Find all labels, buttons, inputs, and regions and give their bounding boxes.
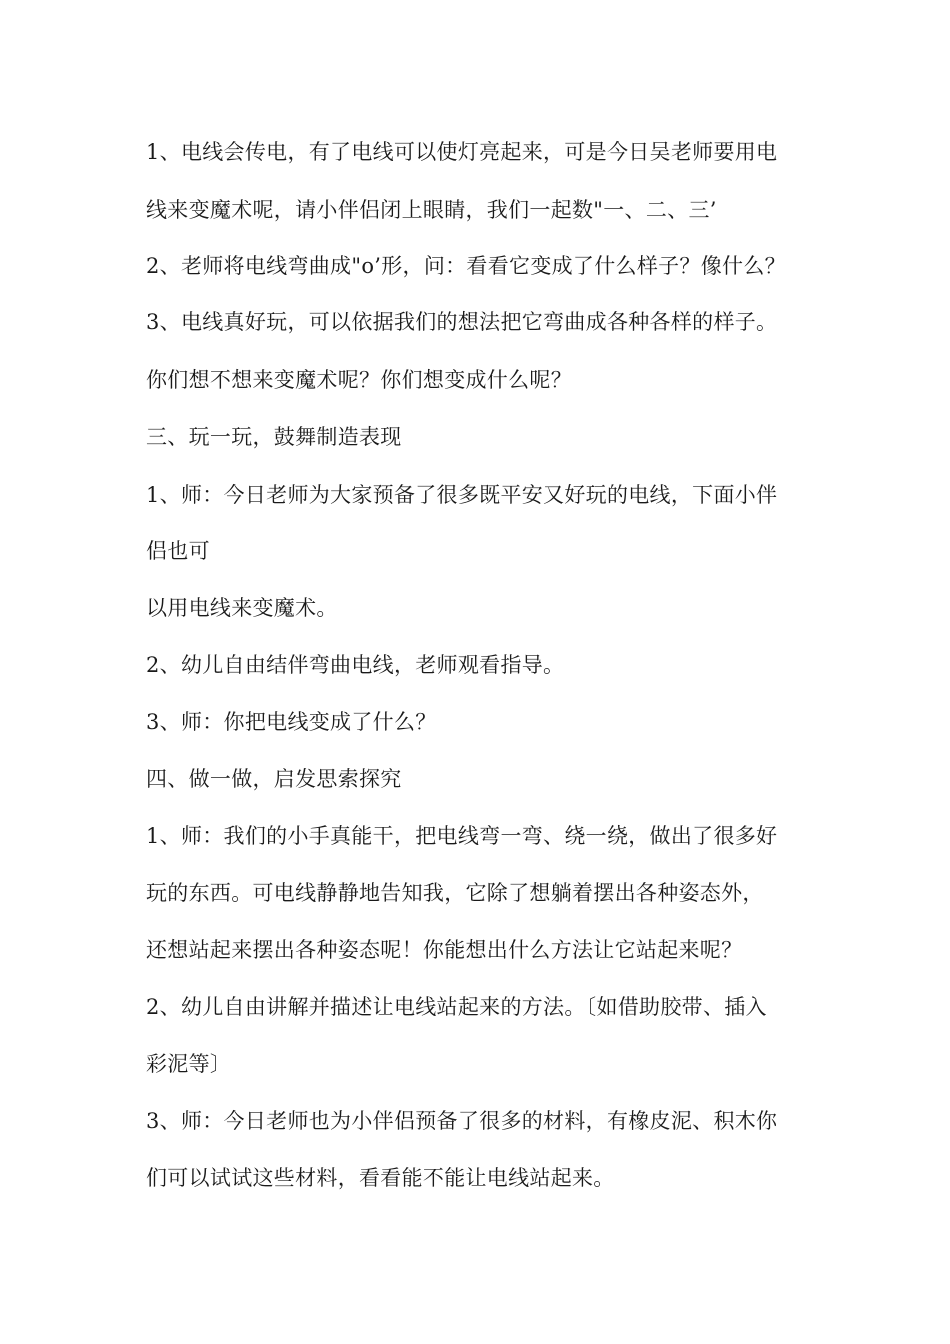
text-line: 3、师：你把电线变成了什么？ [146,710,437,734]
text-line: 彩泥等〕 [146,1052,232,1076]
text-line: 2、幼儿自由结伴弯曲电线，老师观看指导。 [146,653,565,677]
section-heading: 三、玩一玩，鼓舞制造表现 [146,425,402,449]
text-line: 线来变魔术呢，请小伴侣闭上眼睛，我们一起数"一、二、三’ [146,198,717,222]
text-line: 们可以试试这些材料，看看能不能让电线站起来。 [146,1166,615,1190]
text-line: 还想站起来摆出各种姿态呢！你能想出什么方法让它站起来呢？ [146,938,743,962]
text-line: 1、师：我们的小手真能干，把电线弯一弯、绕一绕，做出了很多好 [146,824,778,848]
text-line: 侣也可 [146,539,210,563]
text-line: 2、幼儿自由讲解并描述让电线站起来的方法。〔如借助胶带、插入 [146,995,767,1019]
text-line: 玩的东西。可电线静静地告知我，它除了想躺着摆出各种姿态外， [146,881,764,905]
text-line: 1、电线会传电，有了电线可以使灯亮起来，可是今日吴老师要用电 [146,140,778,164]
text-line: 以用电线来变魔术。 [146,596,338,620]
text-line: 你们想不想来变魔术呢？你们想变成什么呢？ [146,368,572,392]
text-line: 2、老师将电线弯曲成"o’形，问：看看它变成了什么样子？像什么？ [146,254,786,278]
section-heading: 四、做一做，启发思索探究 [146,767,402,791]
text-line: 1、师：今日老师为大家预备了很多既平安又好玩的电线，下面小伴 [146,483,778,507]
text-line: 3、电线真好玩，可以依据我们的想法把它弯曲成各种各样的样子。 [146,310,778,334]
text-line: 3、师：今日老师也为小伴侣预备了很多的材料，有橡皮泥、积木你 [146,1109,778,1133]
